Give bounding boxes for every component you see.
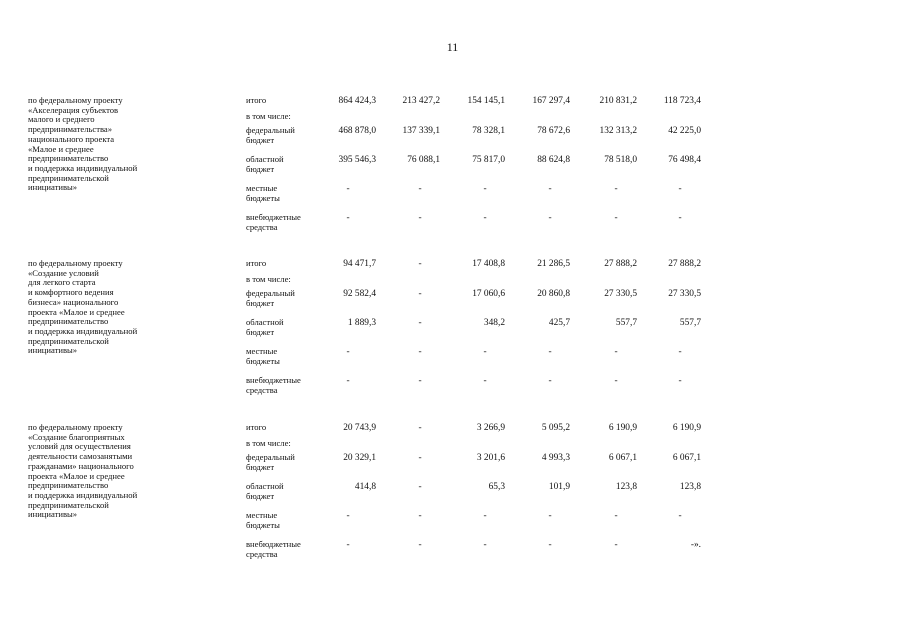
- amount-cell: 213 427,2: [402, 96, 440, 106]
- amount-cell: -: [418, 540, 422, 550]
- funding-source-label: федеральный бюджет: [246, 288, 295, 308]
- amount-cell: 132 313,2: [599, 126, 637, 136]
- amount-cell: -: [483, 347, 487, 357]
- amount-cell: -: [418, 453, 422, 463]
- amount-cell: 27 888,2: [604, 259, 637, 269]
- amount-cell: -: [548, 376, 552, 386]
- funding-source-label: местные бюджеты: [246, 346, 280, 366]
- funding-source-label: в том числе:: [246, 438, 291, 448]
- amount-cell: 78 518,0: [604, 155, 637, 165]
- amount-cell: -: [418, 376, 422, 386]
- amount-cell: 6 067,1: [672, 453, 701, 463]
- amount-cell: -: [346, 540, 350, 550]
- amount-cell: 414,8: [354, 482, 376, 492]
- amount-cell: -: [548, 184, 552, 194]
- amount-cell: -».: [690, 540, 701, 550]
- funding-source-label: в том числе:: [246, 111, 291, 121]
- amount-cell: 3 266,9: [476, 423, 505, 433]
- funding-source-label: итого: [246, 95, 267, 105]
- amount-cell: -: [418, 184, 422, 194]
- amount-cell: -: [548, 540, 552, 550]
- amount-cell: -: [678, 511, 682, 521]
- amount-cell: -: [418, 511, 422, 521]
- funding-source-label: в том числе:: [246, 274, 291, 284]
- amount-cell: -: [483, 184, 487, 194]
- amount-cell: 348,2: [483, 318, 505, 328]
- table-row: [0, 511, 905, 537]
- amount-cell: -: [614, 347, 618, 357]
- amount-cell: 4 993,3: [541, 453, 570, 463]
- amount-cell: -: [346, 213, 350, 223]
- funding-source-label: итого: [246, 422, 267, 432]
- funding-source-label: областной бюджет: [246, 317, 284, 337]
- amount-cell: -: [346, 184, 350, 194]
- amount-cell: 20 743,9: [343, 423, 376, 433]
- funding-source-label: итого: [246, 258, 267, 268]
- amount-cell: -: [678, 184, 682, 194]
- amount-cell: 101,9: [548, 482, 570, 492]
- table-row: [0, 376, 905, 402]
- funding-source-label: федеральный бюджет: [246, 125, 295, 145]
- amount-cell: -: [614, 511, 618, 521]
- table-row: [0, 289, 905, 315]
- page-number: 11: [446, 40, 459, 54]
- amount-cell: -: [346, 511, 350, 521]
- amount-cell: -: [418, 259, 422, 269]
- funding-source-label: внебюджетные средства: [246, 539, 301, 559]
- amount-cell: 20 329,1: [343, 453, 376, 463]
- amount-cell: 468 878,0: [338, 126, 376, 136]
- amount-cell: 65,3: [488, 482, 505, 492]
- amount-cell: 20 860,8: [537, 289, 570, 299]
- table-row: [0, 482, 905, 508]
- table-row: [0, 126, 905, 152]
- amount-cell: -: [418, 289, 422, 299]
- amount-cell: 5 095,2: [541, 423, 570, 433]
- table-row: [0, 155, 905, 181]
- funding-source-label: местные бюджеты: [246, 510, 280, 530]
- amount-cell: -: [483, 540, 487, 550]
- funding-source-label: местные бюджеты: [246, 183, 280, 203]
- amount-cell: -: [614, 376, 618, 386]
- amount-cell: 75 817,0: [472, 155, 505, 165]
- amount-cell: -: [614, 540, 618, 550]
- amount-cell: -: [346, 347, 350, 357]
- amount-cell: -: [678, 213, 682, 223]
- funding-source-label: областной бюджет: [246, 154, 284, 174]
- amount-cell: -: [614, 184, 618, 194]
- amount-cell: -: [548, 511, 552, 521]
- amount-cell: 425,7: [548, 318, 570, 328]
- amount-cell: -: [418, 347, 422, 357]
- table-row: [0, 213, 905, 239]
- funding-source-label: федеральный бюджет: [246, 452, 295, 472]
- project-description: по федеральному проекту «Акселерация субъектов малого и среднего предпринимательства» национального проекта «Малое и среднее предпринимательство и поддержка индивидуальной предпринимательской инициативы»: [28, 95, 138, 193]
- amount-cell: 17 060,6: [472, 289, 505, 299]
- project-description: по федеральному проекту «Создание условий для легкого старта и комфортного ведения бизнеса» национального проекта «Малое и среднее предпринимательство и поддержка индивидуальной предпринимательской инициативы»: [28, 258, 138, 356]
- amount-cell: 27 330,5: [668, 289, 701, 299]
- amount-cell: 27 888,2: [668, 259, 701, 269]
- amount-cell: -: [418, 423, 422, 433]
- amount-cell: 27 330,5: [604, 289, 637, 299]
- amount-cell: 78 672,6: [537, 126, 570, 136]
- amount-cell: 557,7: [615, 318, 637, 328]
- amount-cell: -: [548, 347, 552, 357]
- amount-cell: 118 723,4: [663, 96, 701, 106]
- amount-cell: 6 067,1: [608, 453, 637, 463]
- table-row: [0, 318, 905, 344]
- amount-cell: 123,8: [615, 482, 637, 492]
- amount-cell: -: [483, 511, 487, 521]
- amount-cell: 42 225,0: [668, 126, 701, 136]
- table-row: [0, 184, 905, 210]
- amount-cell: 167 297,4: [532, 96, 570, 106]
- amount-cell: -: [678, 376, 682, 386]
- amount-cell: -: [483, 213, 487, 223]
- amount-cell: -: [614, 213, 618, 223]
- table-row: [0, 540, 905, 566]
- funding-source-label: внебюджетные средства: [246, 375, 301, 395]
- amount-cell: 78 328,1: [472, 126, 505, 136]
- project-description: по федеральному проекту «Создание благоприятных условий для осуществления деятельности самозанятыми гражданами» национального проекта «Малое и среднее предпринимательство и поддержка индивидуальной предпринимательской инициативы»: [28, 422, 138, 520]
- amount-cell: 76 498,4: [668, 155, 701, 165]
- funding-source-label: областной бюджет: [246, 481, 284, 501]
- amount-cell: -: [548, 213, 552, 223]
- amount-cell: 88 624,8: [537, 155, 570, 165]
- amount-cell: -: [346, 376, 350, 386]
- amount-cell: 210 831,2: [599, 96, 637, 106]
- table-row: [0, 347, 905, 373]
- amount-cell: 3 201,6: [476, 453, 505, 463]
- amount-cell: 395 546,3: [338, 155, 376, 165]
- amount-cell: 137 339,1: [402, 126, 440, 136]
- table-row: [0, 453, 905, 479]
- amount-cell: 94 471,7: [343, 259, 376, 269]
- amount-cell: -: [678, 347, 682, 357]
- amount-cell: -: [483, 376, 487, 386]
- amount-cell: 1 889,3: [347, 318, 376, 328]
- amount-cell: 864 424,3: [338, 96, 376, 106]
- amount-cell: 76 088,1: [407, 155, 440, 165]
- amount-cell: -: [418, 482, 422, 492]
- amount-cell: 17 408,8: [472, 259, 505, 269]
- amount-cell: 557,7: [679, 318, 701, 328]
- amount-cell: -: [418, 318, 422, 328]
- amount-cell: 92 582,4: [343, 289, 376, 299]
- funding-source-label: внебюджетные средства: [246, 212, 301, 232]
- amount-cell: 6 190,9: [672, 423, 701, 433]
- amount-cell: 154 145,1: [467, 96, 505, 106]
- amount-cell: -: [418, 213, 422, 223]
- amount-cell: 21 286,5: [537, 259, 570, 269]
- amount-cell: 6 190,9: [608, 423, 637, 433]
- amount-cell: 123,8: [679, 482, 701, 492]
